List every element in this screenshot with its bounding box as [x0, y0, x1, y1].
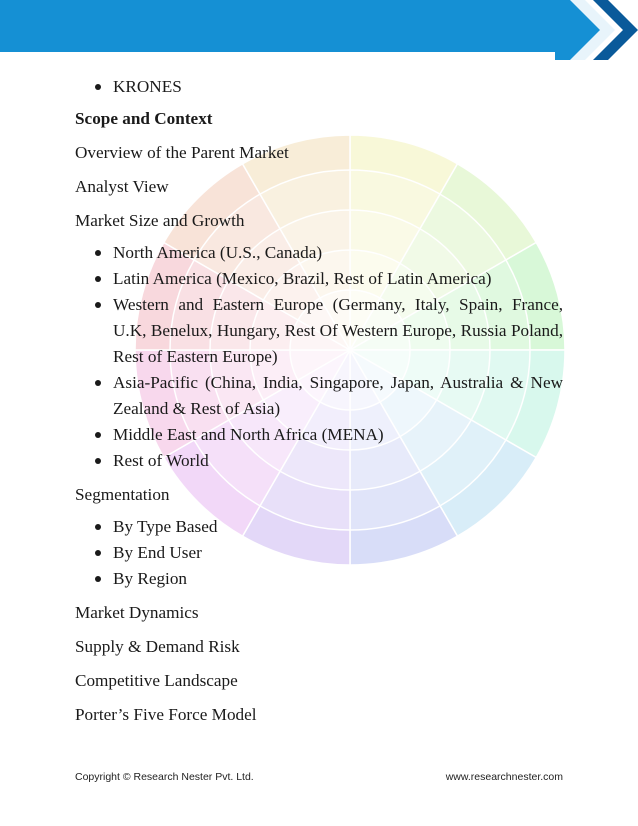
entry-market-dynamics: Market Dynamics: [75, 603, 199, 622]
entry-market-size: Market Size and Growth: [75, 211, 245, 230]
bullet-icon: [95, 250, 101, 256]
list-item: Western and Eastern Europe (Germany, Italy, Spain, France, U.K, Benelux, Hungary, Rest Of Western Europe, Russia Poland, Rest of Eastern Europe): [93, 292, 563, 370]
footer-copyright: Copyright © Research Nester Pvt. Ltd.: [75, 771, 254, 783]
entry-overview: Overview of the Parent Market: [75, 143, 289, 162]
list-item: Asia-Pacific (China, India, Singapore, Japan, Australia & New Zealand & Rest of Asia): [93, 370, 563, 422]
list-item: Rest of World: [93, 448, 563, 474]
entry-supply-demand: Supply & Demand Risk: [75, 637, 240, 656]
bullet-icon: [95, 458, 101, 464]
document-content: [75, 74, 563, 728]
header-band: [0, 0, 638, 60]
list-item: Middle East and North Africa (MENA): [93, 422, 563, 448]
bullet-icon: [95, 84, 101, 90]
bullet-icon: [95, 524, 101, 530]
region-list: [75, 240, 563, 474]
list-item: North America (U.S., Canada): [93, 240, 563, 266]
bullet-icon: [95, 380, 101, 386]
list-item: By Region: [93, 566, 563, 592]
header-bar: [0, 0, 560, 52]
list-item: By Type Based: [93, 514, 563, 540]
entry-segmentation: Segmentation: [75, 485, 170, 504]
entry-porters: Porter’s Five Force Model: [75, 705, 257, 724]
bullet-icon: [95, 302, 101, 308]
top-bullet-list: [75, 74, 563, 100]
segment-list: [75, 514, 563, 592]
entry-competitive: Competitive Landscape: [75, 671, 238, 690]
list-item: Latin America (Mexico, Brazil, Rest of Latin America): [93, 266, 563, 292]
footer-website: www.researchnester.com: [445, 771, 563, 783]
bullet-icon: [95, 550, 101, 556]
list-item: KRONES: [93, 74, 563, 100]
bullet-icon: [95, 576, 101, 582]
section-heading-scope: Scope and Context: [75, 109, 213, 128]
entry-analyst-view: Analyst View: [75, 177, 169, 196]
bullet-icon: [95, 276, 101, 282]
list-item: By End User: [93, 540, 563, 566]
bullet-icon: [95, 432, 101, 438]
